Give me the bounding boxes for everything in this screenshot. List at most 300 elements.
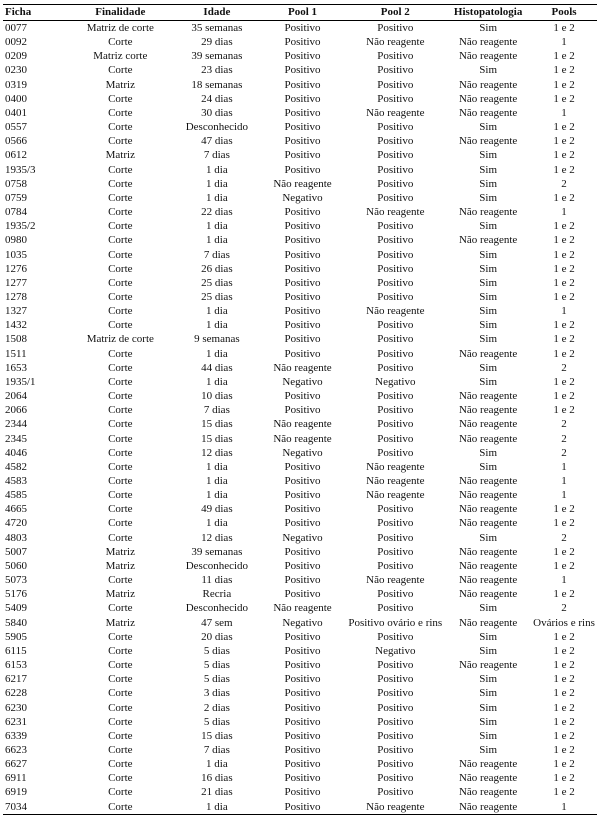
cell-ficha: 5007: [5, 545, 27, 558]
cell-pool-2: Positivo: [377, 361, 414, 374]
cell-ficha: 5073: [5, 574, 27, 587]
cell-pool-2: Positivo: [377, 276, 414, 289]
cell-finalidade: Corte: [108, 446, 133, 459]
cell-ficha: 0566: [5, 135, 27, 148]
cell-idade: 25 dias: [201, 290, 233, 303]
cell-idade: 1 dia: [206, 163, 228, 176]
cell-idade: 24 dias: [201, 92, 233, 105]
cell-finalidade: Corte: [108, 361, 133, 374]
table-row: [3, 361, 597, 375]
cell-finalidade: Corte: [108, 743, 133, 756]
table-row: [3, 715, 597, 729]
cell-pool-1: Positivo: [284, 64, 321, 77]
cell-finalidade: Matriz de corte: [86, 22, 154, 34]
cell-histopatologia: Não reagente: [458, 390, 518, 403]
cell-ficha: 0557: [5, 121, 27, 134]
header-histopatologia: Histopatologia: [453, 6, 523, 18]
cell-idade: 12 dias: [201, 531, 233, 544]
cell-pools: 2: [561, 602, 567, 615]
cell-ficha: 0092: [5, 36, 27, 49]
cell-histopatologia: Sim: [479, 375, 497, 388]
cell-pools: 1: [561, 106, 567, 119]
cell-idade: 18 semanas: [191, 78, 243, 91]
cell-pools: 1 e 2: [553, 758, 575, 771]
cell-pool-1: Positivo: [284, 333, 321, 346]
cell-pool-2: Positivo: [377, 64, 414, 77]
table-row: [3, 106, 597, 120]
cell-pools: 2: [561, 531, 567, 544]
cell-ficha: 4665: [5, 503, 27, 516]
cell-idade: 23 dias: [201, 64, 233, 77]
cell-finalidade: Corte: [108, 234, 133, 247]
cell-ficha: 1432: [5, 319, 27, 332]
cell-histopatologia: Sim: [479, 687, 497, 700]
cell-pool-2: Positivo: [377, 78, 414, 91]
cell-pool-2: Positivo: [377, 22, 414, 34]
table-row: [3, 332, 597, 346]
cell-histopatologia: Não reagente: [458, 78, 518, 91]
cell-idade: 11 dias: [201, 574, 233, 587]
cell-finalidade: Corte: [108, 177, 133, 190]
cell-ficha: 0758: [5, 177, 27, 190]
cell-histopatologia: Não reagente: [458, 616, 518, 629]
table-row: [3, 21, 597, 36]
cell-pools: 1 e 2: [553, 191, 575, 204]
cell-pool-1: Positivo: [284, 149, 321, 162]
cell-pools: 1 e 2: [553, 786, 575, 799]
table-row: [3, 318, 597, 332]
cell-pool-2: Positivo: [377, 50, 414, 63]
cell-ficha: 6231: [5, 715, 27, 728]
table-row: [3, 417, 597, 431]
cell-idade: 15 dias: [201, 729, 233, 742]
cell-pool-1: Positivo: [284, 305, 321, 318]
cell-pool-2: Positivo: [377, 687, 414, 700]
cell-finalidade: Corte: [108, 390, 133, 403]
cell-pool-1: Positivo: [284, 630, 321, 643]
cell-idade: 7 dias: [203, 248, 230, 261]
table-row: [3, 630, 597, 644]
table-row: [3, 177, 597, 191]
cell-histopatologia: Não reagente: [458, 418, 518, 431]
cell-ficha: 0980: [5, 234, 27, 247]
cell-pool-1: Positivo: [284, 715, 321, 728]
cell-pool-2: Não reagente: [366, 206, 425, 219]
cell-pool-1: Positivo: [284, 347, 321, 360]
cell-histopatologia: Não reagente: [458, 772, 518, 785]
cell-pool-1: Positivo: [284, 701, 321, 714]
cell-histopatologia: Não reagente: [458, 432, 518, 445]
cell-pool-2: Não reagente: [366, 489, 425, 502]
cell-pool-2: Positivo: [377, 588, 414, 601]
cell-pool-2: Positivo: [377, 602, 414, 615]
cell-pool-2: Positivo: [377, 177, 414, 190]
cell-histopatologia: Sim: [479, 446, 497, 459]
cell-pool-1: Positivo: [284, 135, 321, 148]
cell-histopatologia: Sim: [479, 319, 497, 332]
cell-pools: 1 e 2: [553, 503, 575, 516]
cell-pools: 1 e 2: [553, 559, 575, 572]
header-pool-1: Pool 1: [288, 6, 318, 18]
cell-pool-1: Positivo: [284, 163, 321, 176]
cell-pool-2: Positivo: [377, 333, 414, 346]
cell-histopatologia: Não reagente: [458, 786, 518, 799]
cell-idade: 1 dia: [206, 475, 228, 487]
cell-pool-1: Positivo: [284, 460, 321, 473]
cell-idade: 5 dias: [203, 644, 230, 657]
cell-ficha: 5840: [5, 616, 27, 629]
cell-pool-2: Positivo: [377, 758, 414, 771]
table-row: [3, 290, 597, 304]
cell-histopatologia: Sim: [479, 262, 497, 275]
table-row: [3, 148, 597, 162]
cell-histopatologia: Não reagente: [458, 559, 518, 572]
table-row: [3, 92, 597, 106]
cell-finalidade: Corte: [108, 135, 133, 148]
cell-histopatologia: Sim: [479, 149, 497, 162]
table-row: [3, 743, 597, 757]
table-row: [3, 573, 597, 587]
cell-ficha: 5409: [5, 602, 27, 615]
cell-pool-1: Não reagente: [273, 432, 332, 445]
cell-pool-1: Positivo: [284, 517, 321, 530]
cell-ficha: 0209: [5, 50, 27, 63]
cell-pool-1: Negativo: [282, 446, 323, 459]
cell-ficha: 6115: [5, 644, 27, 657]
cell-ficha: 0077: [5, 22, 27, 34]
cell-finalidade: Corte: [108, 503, 133, 516]
cell-idade: 1 dia: [206, 489, 228, 502]
cell-histopatologia: Sim: [479, 177, 497, 190]
cell-ficha: 4803: [5, 531, 27, 544]
cell-pools: 1: [561, 489, 567, 502]
cell-histopatologia: Não reagente: [458, 588, 518, 601]
cell-histopatologia: Sim: [479, 333, 497, 346]
cell-pool-2: Não reagente: [366, 475, 425, 487]
cell-pool-2: Positivo: [377, 673, 414, 686]
cell-finalidade: Corte: [108, 319, 133, 332]
cell-pool-1: Não reagente: [273, 177, 332, 190]
cell-pools: 1 e 2: [553, 290, 575, 303]
cell-finalidade: Corte: [108, 772, 133, 785]
cell-finalidade: Matriz: [105, 559, 135, 572]
cell-pool-2: Positivo: [377, 234, 414, 247]
cell-pool-2: Positivo: [377, 418, 414, 431]
cell-finalidade: Corte: [108, 786, 133, 799]
cell-idade: 15 dias: [201, 418, 233, 431]
cell-ficha: 6228: [5, 687, 27, 700]
cell-pool-1: Não reagente: [273, 361, 332, 374]
cell-histopatologia: Sim: [479, 602, 497, 615]
cell-ficha: 1935/1: [5, 375, 36, 388]
cell-pools: 1: [561, 800, 567, 813]
cell-idade: 1 dia: [206, 800, 228, 813]
cell-pool-2: Não reagente: [366, 460, 425, 473]
table-row: [3, 800, 597, 815]
cell-histopatologia: Não reagente: [458, 347, 518, 360]
table-row: [3, 233, 597, 247]
cell-pools: 2: [561, 446, 567, 459]
cell-pool-1: Positivo: [284, 574, 321, 587]
cell-ficha: 2344: [5, 418, 27, 431]
cell-histopatologia: Sim: [479, 22, 497, 34]
cell-ficha: 6230: [5, 701, 27, 714]
cell-pool-1: Positivo: [284, 248, 321, 261]
cell-pools: 1 e 2: [553, 121, 575, 134]
cell-pool-2: Positivo: [377, 772, 414, 785]
cell-ficha: 7034: [5, 800, 27, 813]
cell-finalidade: Matriz de corte: [86, 333, 154, 346]
cell-pools: 1 e 2: [553, 149, 575, 162]
cell-histopatologia: Sim: [479, 248, 497, 261]
cell-idade: 5 dias: [203, 715, 230, 728]
cell-histopatologia: Não reagente: [458, 800, 518, 813]
cell-finalidade: Corte: [108, 262, 133, 275]
cell-idade: 39 semanas: [191, 545, 243, 558]
cell-finalidade: Corte: [108, 64, 133, 77]
cell-idade: Desconhecido: [185, 121, 249, 134]
cell-pool-2: Não reagente: [366, 36, 425, 49]
cell-idade: 47 sem: [201, 616, 233, 629]
cell-pools: 1 e 2: [553, 390, 575, 403]
cell-pool-1: Positivo: [284, 22, 321, 34]
cell-ficha: 1277: [5, 276, 27, 289]
table-row: [3, 502, 597, 516]
cell-finalidade: Corte: [108, 687, 133, 700]
table-row: [3, 658, 597, 672]
cell-pool-1: Negativo: [282, 375, 323, 388]
cell-pools: 1 e 2: [553, 772, 575, 785]
cell-ficha: 1508: [5, 333, 27, 346]
cell-finalidade: Corte: [108, 475, 133, 487]
cell-pools: 1 e 2: [553, 262, 575, 275]
cell-pool-2: Positivo: [377, 404, 414, 417]
cell-pools: 1 e 2: [553, 659, 575, 672]
cell-histopatologia: Não reagente: [458, 50, 518, 63]
cell-finalidade: Corte: [108, 36, 133, 49]
cell-idade: 47 dias: [201, 135, 233, 148]
table-row: [3, 729, 597, 743]
cell-pools: 1: [561, 475, 567, 487]
cell-pools: 1 e 2: [553, 64, 575, 77]
cell-pool-2: Positivo: [377, 786, 414, 799]
cell-idade: 1 dia: [206, 191, 228, 204]
cell-pool-2: Não reagente: [366, 800, 425, 813]
cell-finalidade: Corte: [108, 375, 133, 388]
cell-idade: 39 semanas: [191, 50, 243, 63]
cell-histopatologia: Não reagente: [458, 574, 518, 587]
cell-idade: Recria: [202, 588, 232, 601]
cell-finalidade: Corte: [108, 404, 133, 417]
cell-pool-2: Positivo: [377, 220, 414, 233]
cell-histopatologia: Sim: [479, 701, 497, 714]
cell-pool-1: Não reagente: [273, 602, 332, 615]
cell-pool-1: Positivo: [284, 276, 321, 289]
cell-ficha: 6911: [5, 772, 27, 785]
cell-histopatologia: Sim: [479, 460, 497, 473]
table-row: [3, 686, 597, 700]
cell-ficha: 1511: [5, 347, 27, 360]
table-row: [3, 516, 597, 530]
cell-pools: 1 e 2: [553, 248, 575, 261]
cell-finalidade: Matriz: [105, 545, 135, 558]
cell-idade: 5 dias: [203, 659, 230, 672]
cell-pools: 1 e 2: [553, 687, 575, 700]
cell-pool-2: Negativo: [375, 375, 416, 388]
cell-ficha: 4585: [5, 489, 27, 502]
cell-finalidade: Corte: [108, 248, 133, 261]
cell-pools: 2: [561, 177, 567, 190]
cell-ficha: 1276: [5, 262, 27, 275]
cell-idade: 9 semanas: [194, 333, 240, 346]
cell-ficha: 4720: [5, 517, 27, 530]
cell-pool-2: Positivo: [377, 743, 414, 756]
cell-pool-1: Positivo: [284, 78, 321, 91]
cell-pool-1: Positivo: [284, 404, 321, 417]
cell-histopatologia: Não reagente: [458, 758, 518, 771]
cell-finalidade: Matriz: [105, 149, 135, 162]
cell-idade: Desconhecido: [185, 602, 249, 615]
cell-pools: 1: [561, 460, 567, 473]
cell-finalidade: Corte: [108, 347, 133, 360]
cell-pool-2: Positivo: [377, 432, 414, 445]
cell-finalidade: Corte: [108, 630, 133, 643]
cell-idade: 25 dias: [201, 276, 233, 289]
cell-idade: 7 dias: [203, 149, 230, 162]
cell-histopatologia: Não reagente: [458, 206, 518, 219]
cell-ficha: 2066: [5, 404, 27, 417]
cell-pools: 1 e 2: [553, 135, 575, 148]
cell-finalidade: Corte: [108, 800, 133, 813]
cell-finalidade: Corte: [108, 659, 133, 672]
cell-idade: 5 dias: [203, 673, 230, 686]
cell-pool-2: Positivo: [377, 531, 414, 544]
table-row: [3, 488, 597, 502]
table-row: [3, 432, 597, 446]
cell-pools: 1 e 2: [553, 404, 575, 417]
cell-pool-2: Positivo: [377, 121, 414, 134]
cell-pools: 1 e 2: [553, 375, 575, 388]
cell-pool-2: Positivo: [377, 92, 414, 105]
cell-pool-1: Positivo: [284, 659, 321, 672]
cell-pool-2: Positivo: [377, 248, 414, 261]
cell-pool-1: Positivo: [284, 92, 321, 105]
table-row: [3, 644, 597, 658]
cell-pool-2: Positivo: [377, 262, 414, 275]
cell-histopatologia: Não reagente: [458, 36, 518, 49]
cell-pools: 1: [561, 305, 567, 318]
cell-ficha: 2345: [5, 432, 27, 445]
table-row: [3, 545, 597, 559]
cell-finalidade: Corte: [108, 220, 133, 233]
cell-idade: 44 dias: [201, 361, 233, 374]
cell-ficha: 0759: [5, 191, 27, 204]
cell-histopatologia: Sim: [479, 220, 497, 233]
cell-pool-2: Positivo: [377, 630, 414, 643]
table-row: [3, 63, 597, 77]
cell-idade: 49 dias: [201, 503, 233, 516]
cell-pool-1: Positivo: [284, 36, 321, 49]
header-pool-2: Pool 2: [380, 6, 410, 18]
cell-pools: 1 e 2: [553, 220, 575, 233]
cell-pool-1: Positivo: [284, 220, 321, 233]
cell-pool-1: Positivo: [284, 206, 321, 219]
cell-histopatologia: Sim: [479, 276, 497, 289]
table-row: [3, 49, 597, 63]
cell-pools: 1 e 2: [553, 92, 575, 105]
cell-ficha: 6623: [5, 743, 27, 756]
cell-ficha: 0612: [5, 149, 27, 162]
cell-pool-1: Positivo: [284, 743, 321, 756]
cell-idade: 35 semanas: [191, 22, 243, 34]
cell-ficha: 0400: [5, 92, 27, 105]
cell-pool-1: Positivo: [284, 319, 321, 332]
cell-finalidade: Matriz: [105, 78, 135, 91]
cell-histopatologia: Não reagente: [458, 106, 518, 119]
cell-idade: 26 dias: [201, 262, 233, 275]
cell-ficha: 0319: [5, 78, 27, 91]
table-row: [3, 701, 597, 715]
cell-pool-1: Positivo: [284, 50, 321, 63]
cell-ficha: 0784: [5, 206, 27, 219]
cell-ficha: 4583: [5, 475, 27, 487]
cell-idade: 1 dia: [206, 220, 228, 233]
cell-histopatologia: Sim: [479, 673, 497, 686]
cell-finalidade: Corte: [108, 305, 133, 318]
cell-pool-1: Positivo: [284, 503, 321, 516]
cell-finalidade: Matriz corte: [93, 50, 148, 63]
table-row: [3, 163, 597, 177]
cell-pool-2: Positivo: [377, 390, 414, 403]
cell-pool-1: Positivo: [284, 758, 321, 771]
cell-pools: 1 e 2: [553, 347, 575, 360]
cell-histopatologia: Não reagente: [458, 234, 518, 247]
cell-pool-2: Positivo: [377, 135, 414, 148]
cell-pool-2: Positivo: [377, 715, 414, 728]
table-body: [3, 21, 597, 815]
cell-ficha: 1935/3: [5, 163, 36, 176]
cell-histopatologia: Sim: [479, 191, 497, 204]
cell-ficha: 6153: [5, 659, 27, 672]
cell-pool-1: Negativo: [282, 191, 323, 204]
cell-pools: Ovários e rins: [533, 616, 595, 629]
cell-finalidade: Corte: [108, 460, 133, 473]
cell-histopatologia: Não reagente: [458, 489, 518, 502]
cell-pool-1: Positivo: [284, 475, 321, 487]
cell-pool-1: Negativo: [282, 531, 323, 544]
cell-pools: 1 e 2: [553, 701, 575, 714]
cell-finalidade: Corte: [108, 715, 133, 728]
cell-finalidade: Corte: [108, 673, 133, 686]
cell-pools: 1 e 2: [553, 715, 575, 728]
cell-pool-1: Positivo: [284, 121, 321, 134]
table-row: [3, 304, 597, 318]
cell-histopatologia: Sim: [479, 163, 497, 176]
cell-idade: 1 dia: [206, 177, 228, 190]
table-row: [3, 120, 597, 134]
cell-idade: 7 dias: [203, 404, 230, 417]
cell-ficha: 4582: [5, 460, 27, 473]
cell-pools: 2: [561, 361, 567, 374]
cell-pools: 1: [561, 206, 567, 219]
cell-ficha: 1035: [5, 248, 27, 261]
cell-pool-2: Não reagente: [366, 305, 425, 318]
cell-finalidade: Corte: [108, 574, 133, 587]
cell-ficha: 5060: [5, 559, 27, 572]
table-row: [3, 276, 597, 290]
cell-pool-1: Positivo: [284, 262, 321, 275]
cell-idade: 1 dia: [206, 758, 228, 771]
